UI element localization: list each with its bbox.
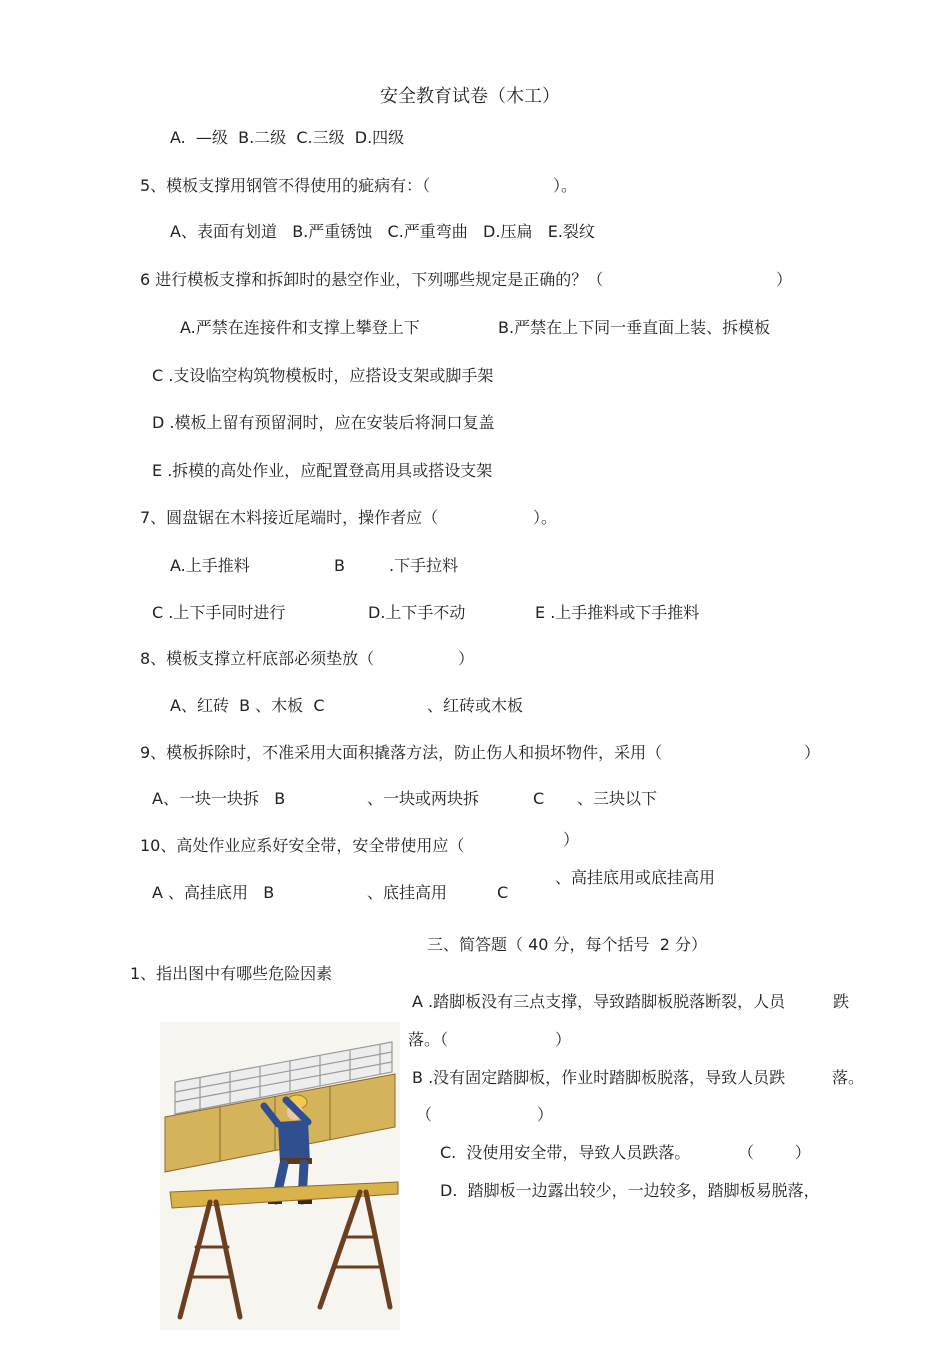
- s1-b-close: ）: [537, 1105, 554, 1124]
- q10-option-c: 、高挂底用或底挂高用: [555, 868, 716, 887]
- q7-stem: 7、圆盘锯在木料接近尾端时，操作者应（: [140, 508, 439, 527]
- q7-option-e: E .上手推料或下手推料: [535, 603, 700, 622]
- q7-option-c: C .上下手同时进行: [152, 603, 286, 622]
- q7-option-d: D.上下手不动: [368, 603, 466, 622]
- q10-stem: 10、高处作业应系好安全带，安全带使用应（: [140, 836, 465, 855]
- q8-close: ）: [458, 649, 475, 668]
- q7-option-b: .下手拉料: [389, 556, 459, 575]
- q4-options: A. —级 B.二级 C.三级 D.四级: [170, 128, 405, 147]
- q6-stem: 6 进行模板支撑和拆卸时的悬空作业，下列哪些规定是正确的？（: [140, 270, 604, 289]
- q9-option-c-letter: C: [533, 789, 545, 808]
- q6-option-d: D .模板上留有预留洞时，应在安装后将洞口复盖: [152, 413, 495, 432]
- q8-stem: 8、模板支撑立杆底部必须垫放（: [140, 649, 375, 668]
- q10-option-a: A 、高挂底用 B: [152, 883, 275, 902]
- q9-option-b: 、一块或两块拆: [367, 789, 480, 808]
- q6-option-e: E .拆模的高处作业，应配置登高用具或搭设支架: [152, 461, 493, 480]
- q10-option-c-letter: C: [497, 883, 509, 902]
- q9-close: ）: [804, 743, 821, 762]
- q8-option-c: 、红砖或木板: [427, 696, 524, 715]
- s1-a-close: ）: [555, 1030, 572, 1049]
- q10-option-b: 、底挂高用: [367, 883, 448, 902]
- q9-stem: 9、模板拆除时，不准采用大面积撬落方法，防止伤人和损坏物件，采用（: [140, 743, 663, 762]
- q5-options: A、表面有划道 B.严重锈蚀 C.严重弯曲 D.压扁 E.裂纹: [170, 222, 595, 241]
- exam-title: 安全教育试卷（木工）: [380, 86, 560, 107]
- q7-close: ）。: [533, 508, 558, 527]
- s1-a-end: 跌: [833, 992, 850, 1011]
- s1-d-line: D. 踏脚板一边露出较少，一边较多，踏脚板易脱落，: [440, 1181, 820, 1200]
- s1-b-end: 落。: [832, 1068, 865, 1087]
- q5-close: ）。: [553, 176, 578, 195]
- q8-option-ab: A、红砖 B 、木板 C: [170, 696, 325, 715]
- q9-option-a: A、一块一块拆 B: [152, 789, 286, 808]
- q6-option-c: C .支设临空构筑物模板时，应搭设支架或脚手架: [152, 366, 494, 385]
- q7-option-b-letter: B: [334, 556, 345, 575]
- s1-a-line2: 落。（: [408, 1030, 449, 1049]
- q5-stem: 5、模板支撑用钢管不得使用的疵病有：（: [140, 176, 431, 195]
- q7-option-a: A.上手推料: [170, 556, 250, 575]
- q10-close: ）: [563, 830, 580, 849]
- s1-b-line1: B .没有固定踏脚板，作业时踏脚板脱落，导致人员跌: [412, 1068, 786, 1087]
- q6-close: ）: [776, 270, 793, 289]
- s1-a-line1: A .踏脚板没有三点支撑，导致踏脚板脱落断裂，人员: [412, 992, 786, 1011]
- s1-b-open: （: [416, 1105, 433, 1124]
- s1-stem: 1、指出图中有哪些危险因素: [130, 964, 333, 983]
- carpenter-on-scaffold-icon: [160, 1022, 400, 1330]
- section-3-heading: 三、简答题（ 40 分，每个括号 2 分）: [427, 935, 707, 954]
- q9-option-c: 、三块以下: [577, 789, 658, 808]
- q6-option-a: A.严禁在连接件和支撑上攀登上下: [180, 318, 420, 337]
- s1-c-line: C. 没使用安全带，导致人员跌落。: [440, 1143, 691, 1162]
- s1-c-paren: （ ）: [738, 1143, 811, 1162]
- q6-option-b: B.严禁在上下同一垂直面上装、拆模板: [498, 318, 771, 337]
